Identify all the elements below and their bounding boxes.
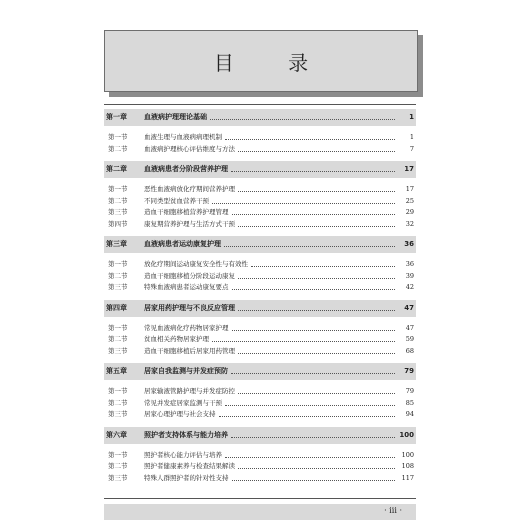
section-page: 36	[405, 260, 414, 268]
section-label: 第一节	[108, 260, 128, 268]
dot-leader	[238, 226, 395, 227]
section-row[interactable]	[104, 184, 416, 196]
dot-leader	[232, 480, 396, 481]
section-row[interactable]	[104, 409, 416, 421]
dot-leader	[232, 289, 396, 290]
section-page: 32	[405, 219, 414, 228]
section-page: 117	[401, 473, 414, 482]
dot-leader	[225, 405, 395, 406]
footer-band	[104, 504, 416, 520]
section-row[interactable]	[104, 346, 416, 358]
section-page: 68	[405, 346, 414, 355]
section-row[interactable]	[104, 450, 416, 462]
dot-leader	[231, 373, 395, 374]
section-title: 居家输液管路护理与并发症防控	[144, 387, 235, 395]
section-row[interactable]	[104, 282, 416, 294]
section-page: 100	[401, 450, 414, 459]
section-title: 贫血相关药物居家护理	[144, 335, 209, 343]
section-row[interactable]	[104, 386, 416, 398]
dot-leader	[212, 203, 395, 204]
section-title: 造血干细胞移植分阶段运动康复	[144, 271, 235, 280]
chapter-row[interactable]	[104, 363, 416, 380]
section-label: 第三节	[108, 346, 128, 355]
section-page: 79	[405, 387, 414, 395]
section-page: 1	[409, 133, 414, 141]
section-label: 第一节	[108, 387, 128, 395]
section-title: 特殊人群照护者的针对性支持	[144, 473, 229, 482]
section-row[interactable]	[104, 219, 416, 231]
section-title: 常见并发症居家监测与干预	[144, 398, 222, 407]
dot-leader	[238, 151, 395, 152]
chapter-label: 第六章	[106, 430, 127, 439]
section-title: 不同类型贫血营养干预	[144, 196, 209, 205]
section-label: 第三节	[108, 473, 128, 482]
chapter-row[interactable]	[104, 236, 416, 253]
section-page: 7	[409, 144, 414, 153]
chapter-row[interactable]	[104, 161, 416, 178]
section-label: 第二节	[108, 196, 128, 205]
title-box	[104, 30, 418, 92]
dot-leader	[225, 457, 395, 458]
chapter-row[interactable]	[104, 427, 416, 444]
dot-leader	[238, 468, 395, 469]
chapter-label: 第四章	[106, 303, 127, 312]
section-label: 第二节	[108, 271, 128, 280]
section-page: 29	[405, 208, 414, 216]
chapter-label: 第一章	[106, 113, 127, 121]
spacer	[104, 484, 416, 490]
section-row[interactable]	[104, 259, 416, 271]
chapter-page: 17	[404, 165, 414, 173]
section-row[interactable]	[104, 196, 416, 208]
dot-leader	[232, 214, 396, 215]
section-label: 第四节	[108, 219, 128, 228]
bottom-rule	[104, 498, 416, 499]
section-label: 第一节	[108, 323, 128, 332]
chapter-row[interactable]	[104, 300, 416, 317]
section-row[interactable]	[104, 132, 416, 144]
chapter-title: 血液病护理理论基础	[144, 113, 207, 121]
dot-leader	[238, 191, 395, 192]
section-title: 照护者核心能力评估与培养	[144, 450, 222, 459]
section-title: 居家心理护理与社会支持	[144, 410, 216, 418]
chapter-row[interactable]	[104, 109, 416, 126]
dot-leader	[238, 278, 395, 279]
chapter-label: 第三章	[106, 240, 127, 248]
chapter-page: 79	[404, 367, 414, 375]
section-title: 血液生理与血液病病理机制	[144, 133, 222, 141]
dot-leader	[225, 139, 395, 140]
section-title: 血液病护理核心评估维度与方法	[144, 144, 235, 153]
section-page: 59	[405, 335, 414, 343]
section-title: 特殊血液病患者运动康复要点	[144, 283, 229, 291]
dot-leader	[212, 341, 395, 342]
table-of-contents	[104, 109, 416, 490]
section-page: 94	[405, 410, 414, 418]
section-label: 第一节	[108, 450, 128, 459]
section-row[interactable]	[104, 144, 416, 156]
section-label: 第三节	[108, 410, 128, 418]
chapter-title: 居家自我监测与并发症预防	[144, 367, 228, 375]
dot-leader	[238, 353, 395, 354]
chapter-title: 血液病患者运动康复护理	[144, 240, 221, 248]
section-label: 第一节	[108, 185, 128, 193]
section-title: 恶性血液病放化疗期间营养护理	[144, 185, 235, 193]
chapter-page: 100	[399, 430, 414, 439]
section-row[interactable]	[104, 207, 416, 219]
chapter-label: 第二章	[106, 165, 127, 173]
section-title: 放化疗期间运动康复安全性与有效性	[144, 260, 248, 268]
section-page: 39	[405, 271, 414, 280]
section-label: 第三节	[108, 208, 128, 216]
section-label: 第一节	[108, 133, 128, 141]
chapter-label: 第五章	[106, 367, 127, 375]
dot-leader	[238, 310, 395, 311]
dot-leader	[219, 416, 396, 417]
dot-leader	[232, 330, 396, 331]
section-label: 第二节	[108, 398, 128, 407]
chapter-page: 1	[409, 113, 414, 121]
dot-leader	[231, 171, 395, 172]
section-page: 42	[405, 283, 414, 291]
section-row[interactable]	[104, 271, 416, 283]
section-page: 17	[405, 185, 414, 193]
section-title: 常见血液病化疗药物居家护理	[144, 323, 229, 332]
chapter-title: 居家用药护理与不良反应管理	[144, 303, 235, 312]
page-title: 目 录	[213, 50, 333, 75]
section-row[interactable]	[104, 461, 416, 473]
section-row[interactable]	[104, 398, 416, 410]
section-title: 康复期营养护理与生活方式干预	[144, 219, 235, 228]
dot-leader	[210, 119, 395, 120]
section-page: 85	[405, 398, 414, 407]
page-number: · iii ·	[384, 506, 402, 515]
chapter-title: 血液病患者分阶段营养护理	[144, 165, 228, 173]
section-label: 第三节	[108, 283, 128, 291]
section-page: 108	[401, 462, 414, 470]
dot-leader	[224, 246, 395, 247]
section-row[interactable]	[104, 473, 416, 485]
section-label: 第二节	[108, 462, 128, 470]
section-title: 照护者健康素养与检查结果解读	[144, 462, 235, 470]
dot-leader	[238, 393, 395, 394]
chapter-title: 照护者支持体系与能力培养	[144, 430, 228, 439]
section-title: 造血干细胞移植后居家用药管理	[144, 346, 235, 355]
dot-leader	[251, 266, 395, 267]
section-page: 47	[405, 323, 414, 332]
section-row[interactable]	[104, 323, 416, 335]
section-label: 第二节	[108, 144, 128, 153]
section-row[interactable]	[104, 334, 416, 346]
chapter-page: 36	[404, 240, 414, 248]
section-label: 第二节	[108, 335, 128, 343]
top-rule	[104, 104, 416, 105]
section-page: 25	[405, 196, 414, 205]
dot-leader	[231, 437, 395, 438]
section-title: 造血干细胞移植营养护理管理	[144, 208, 229, 216]
chapter-page: 47	[404, 303, 414, 312]
